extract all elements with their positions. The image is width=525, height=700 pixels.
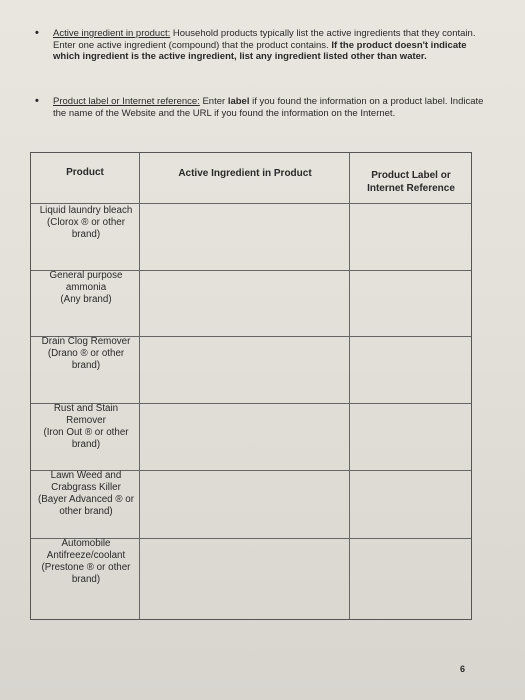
product-cell: Rust and Stain Remover (Iron Out ® or other brand) [43,403,129,450]
header-divider [31,203,471,204]
column-divider [349,153,350,619]
header-active-ingredient: Active Ingredient in Product [178,168,312,179]
header-product: Product [66,167,104,178]
bullet-dot: • [35,27,39,39]
header-reference: Product Label or Internet Reference [367,170,455,194]
instruction-text: Enter [199,96,228,107]
instruction-text: if you found the information on a product label. Indicate the name of the Website and the URL if you found the information on the Internet. [53,96,484,119]
instruction-heading: Product label or Internet reference: [53,96,200,107]
product-cell: Lawn Weed and Crabgrass Killer (Bayer Advanced ® or other brand) [38,470,134,517]
instruction-heading: Active ingredient in product: [53,28,171,39]
product-cell: Automobile Antifreeze/coolant (Prestone ® or other brand) [41,538,131,585]
product-cell: Liquid laundry bleach (Clorox ® or other brand) [39,205,133,240]
instruction-bold-text: If the product doesn't indicate which ingredient is the active ingredient, list any ingredient listed other than water. [53,39,467,62]
product-cell: Drain Clog Remover (Drano ® or other brand) [41,336,131,371]
product-cell: General purpose ammonia (Any brand) [49,270,123,305]
instruction-text: Household products typically list the active ingredients that they contain. Enter one active ingredient (compound) that the product contains. [53,28,476,51]
product-table [30,152,472,620]
page-number: 6 [460,664,466,674]
bullet-dot: • [35,95,39,107]
instruction-bold-text: label [227,96,250,107]
